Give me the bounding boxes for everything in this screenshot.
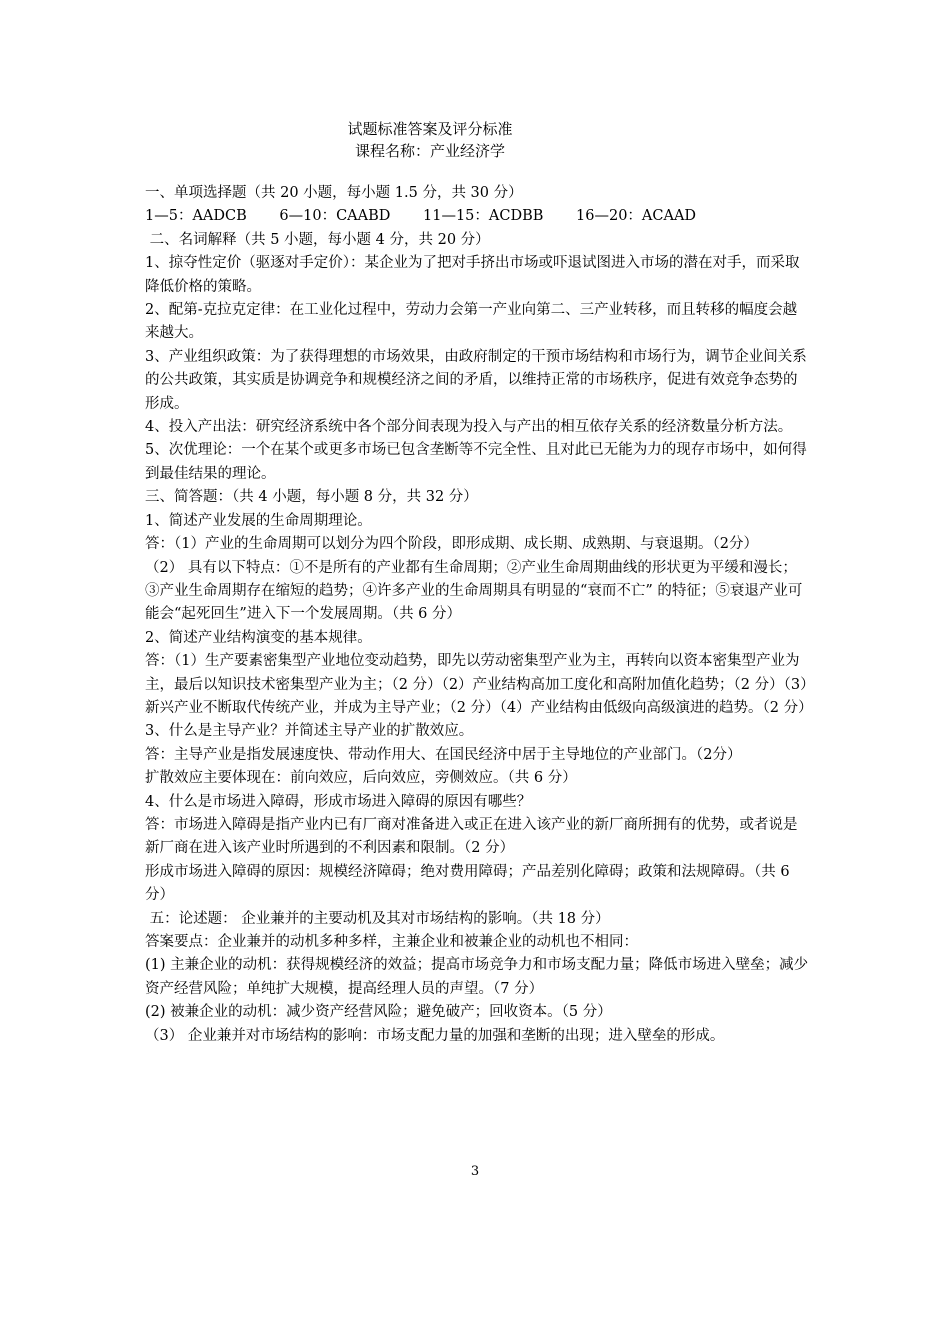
section5-heading: 五：论述题： 企业兼并的主要动机及其对市场结构的影响。（共 18 分） (145, 910, 610, 927)
essay-point: 答案要点：企业兼并的动机多种多样，主兼企业和被兼企业的动机也不相同： (145, 934, 638, 950)
question-1: 1、简述产业发展的生命周期理论。 (145, 512, 372, 529)
answer-4-part2: 形成市场进入障碍的原因：规模经济障碍；绝对费用障碍；产品差别化障碍；政策和法规障碍。（共 6 分） (145, 863, 790, 904)
answer-1-part2: （2） 具有以下特点：①不是所有的产业都有生命周期；②产业生命周期曲线的形状更为平缓和漫长；③产业生命周期存在缩短的趋势；④许多产业的生命周期具有明显的“衰而不亡” 的特征；⑤衰退产业可能会“起死回生”进入下一个发展周期。（共 6 分） (145, 559, 803, 623)
page-number: 3 (470, 1164, 480, 1179)
answer-3-part2: 扩散效应主要体现在：前向效应，后向效应，旁侧效应。（共 6 分） (145, 770, 577, 787)
essay-point: (2) 被兼企业的动机：减少资产经营风险；避免破产；回收资本。（5 分） (145, 1004, 612, 1021)
answer-4-part1: 答：市场进入障碍是指产业内已有厂商对准备进入或正在进入该产业的新厂商所拥有的优势，或者说是新厂商在进入该产业时所遇到的不利因素和限制。（2 分） (145, 816, 798, 857)
course-name: 课程名称：产业经济学 (354, 142, 505, 160)
answer-group: 1—5：AADCB (145, 208, 247, 225)
choice-answers (145, 205, 810, 228)
question-3: 3、什么是主导产业？并简述主导产业的扩散效应。 (145, 723, 474, 740)
section1-heading: 一、单项选择题（共 20 小题，每小题 1.5 分，共 30 分） (145, 185, 523, 201)
term-definition: 4、投入产出法：研究经济系统中各个部分间表现为投入与产出的相互依存关系的经济数量分析方法。 (145, 419, 793, 436)
answer-2: 答：（1）生产要素密集型产业地位变动趋势，即先以劳动密集型产业为主，再转向以资本密集型产业为主，最后以知识技术密集型产业为主；（2 分）（2）产业结构高加工度化和高附加值化趋势；（2 分）（3）新兴产业不断取代传统产业，并成为主导产业；（2 分）（4）产业结构由低级向高级演进的趋势。（2 分） (145, 653, 813, 716)
answer-3-part1: 答：主导产业是指发展速度快、带动作用大、在国民经济中居于主导地位的产业部门。（2分） (145, 746, 742, 763)
term-definition: 2、配第-克拉克定律：在工业化过程中，劳动力会第一产业向第二、三产业转移，而且转移的幅度会越来越大。 (145, 302, 798, 342)
document-body (145, 182, 813, 1048)
essay-point: (1) 主兼企业的动机：获得规模经济的效益；提高市场竞争力和市场支配力量；降低市场进入壁垒；减少资产经营风险；单纯扩大规模，提高经理人员的声望。（7 分） (145, 957, 809, 997)
section3-heading: 三、简答题：（共 4 小题，每小题 8 分，共 32 分） (145, 489, 478, 506)
essay-point: （3） 企业兼并对市场结构的影响：市场支配力量的加强和垄断的出现；进入壁垒的形成。 (145, 1027, 725, 1044)
term-definition: 1、掠夺性定价（驱逐对手定价）：某企业为了把对手挤出市场或吓退试图进入市场的潜在对手，而采取降低价格的策略。 (145, 255, 800, 295)
answer-group: 16—20：ACAAD (576, 208, 697, 225)
answer-1-part1: 答：（1）产业的生命周期可以划分为四个阶段，即形成期、成长期、成熟期、与衰退期。（2分） (145, 536, 758, 553)
term-definition: 3、产业组织政策：为了获得理想的市场效果，由政府制定的干预市场结构和市场行为，调节企业间关系的公共政策，其实质是协调竞争和规模经济之间的矛盾，以维持正常的市场秩序，促进有效竞争态势的形成。 (145, 348, 807, 412)
question-4: 4、什么是市场进入障碍，形成市场进入障碍的原因有哪些？ (145, 793, 532, 810)
answer-group: 6—10：CAABD (279, 208, 391, 225)
question-2: 2、简述产业结构演变的基本规律。 (145, 629, 372, 646)
section2-heading: 二、名词解释（共 5 小题，每小题 4 分，共 20 分） (145, 231, 490, 248)
document-title: 试题标准答案及评分标准 (347, 120, 513, 138)
answer-group: 11—15：ACDBB (423, 208, 544, 225)
term-definition: 5、次优理论：一个在某个或更多市场已包含垄断等不完全性、且对此已无能为力的现存市场中，如何得到最佳结果的理论。 (145, 442, 807, 482)
